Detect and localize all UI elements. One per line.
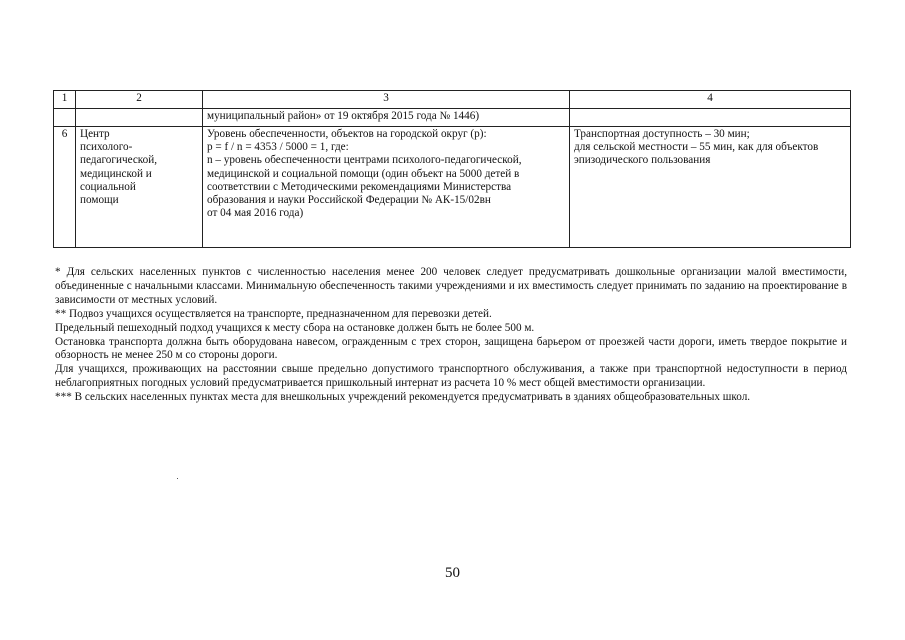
row-number-cell: 6 <box>54 127 76 248</box>
header-cell-4: 4 <box>570 91 851 109</box>
table-row <box>54 127 851 248</box>
table-cell <box>76 109 203 127</box>
header-cell-3: 3 <box>203 91 570 109</box>
facility-name-cell: Центр психолого- педагогической, медицинской и социальной помощи <box>76 127 203 248</box>
accessibility-cell: Транспортная доступность – 30 мин; для сельской местности – 55 мин, как для объектов эпизодического пользования <box>570 127 851 248</box>
provision-level-cell: Уровень обеспеченности, объектов на городской округ (р): р = f / n = 4353 / 5000 = 1, где: n – уровень обеспеченности центрами психолого-педагогической, медицинской и социальной помощи (один объект на 5000 детей в соответствии с Методическими рекомендациями Министерства образования и науки Российской Федерации № АК-15/02вн от 04 мая 2016 года) <box>203 127 570 248</box>
table-cell: муниципальный район» от 19 октября 2015 года № 1446) <box>203 109 570 127</box>
footnote-paragraph: ** Подвоз учащихся осуществляется на транспорте, предназначенном для перевозки детей. <box>55 307 492 320</box>
table-cell <box>570 109 851 127</box>
footnotes <box>55 266 847 405</box>
facilities-table <box>53 90 851 248</box>
footnote-paragraph: Остановка транспорта должна быть оборудована навесом, огражденным с трех сторон, защищена барьером от проезжей части дороги, иметь твердое покрытие и обзорность не менее 250 м со стороны дороги. <box>55 335 847 362</box>
table-header-row <box>54 91 851 109</box>
page-number: 50 <box>445 565 460 581</box>
scan-speck <box>177 478 178 479</box>
header-cell-1: 1 <box>54 91 76 109</box>
table-row <box>54 109 851 127</box>
footnote-paragraph: *** В сельских населенных пунктах места для внешкольных учреждений рекомендуется предусматривать в зданиях общеобразовательных школ. <box>55 391 751 404</box>
footnote-paragraph: Предельный пешеходный подход учащихся к месту сбора на остановке должен быть не более 500 м. <box>55 321 535 334</box>
footnote-paragraph: Для учащихся, проживающих на расстоянии свыше предельно допустимого транспортного обслуживания, а также при транспортной недоступности в период неблагоприятных погодных условий предусматривается пришкольный интернат из расчета 10 % мест общей вместимости организации. <box>55 363 847 390</box>
table-cell <box>54 109 76 127</box>
header-cell-2: 2 <box>76 91 203 109</box>
footnote-paragraph: * Для сельских населенных пунктов с численностью населения менее 200 человек следует предусматривать дошкольные организации малой вместимости, объединенные с начальными классами. Минимальную обеспеченность такими учреждениями и их вместимость следует принимать по заданию на проектирование в зависимости от местных условий. <box>55 266 847 306</box>
